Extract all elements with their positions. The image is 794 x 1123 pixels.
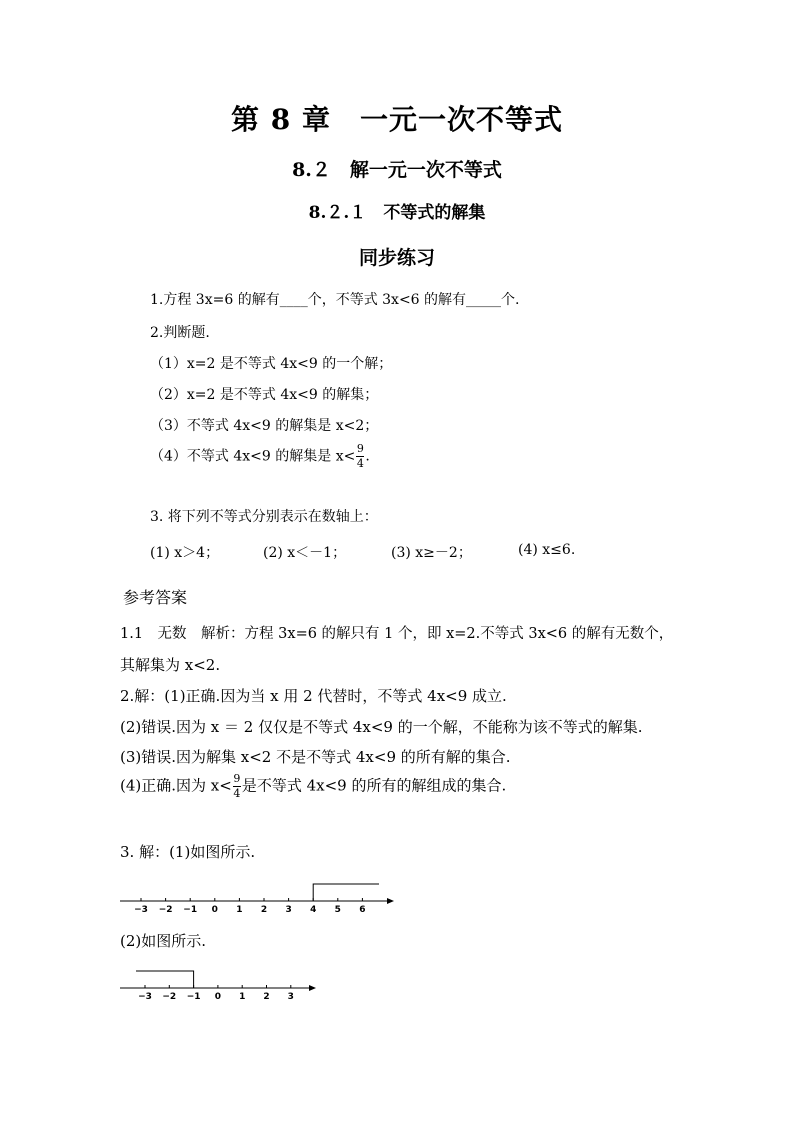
axis-tick-label: 1 bbox=[239, 992, 246, 1002]
question-2-title: 2.判断题. bbox=[150, 325, 210, 341]
axis-tick-label: 6 bbox=[359, 905, 366, 915]
axis-arrow bbox=[309, 985, 316, 991]
axis-tick-label: 5 bbox=[334, 905, 341, 915]
answer-3-item-1: 3. 解：(1)如图所示. bbox=[120, 843, 256, 861]
axis-tick-label: 0 bbox=[214, 992, 222, 1002]
axis-tick-label: −3 bbox=[138, 992, 152, 1002]
question-2-item-2: （2）x=2 是不等式 4x<9 的解集； bbox=[150, 387, 379, 403]
question-2-item-4-end: . bbox=[365, 448, 370, 465]
number-line-2-group bbox=[120, 971, 316, 1002]
axis-tick-label: −2 bbox=[158, 905, 173, 915]
question-3-title: 3. 将下列不等式分别表示在数轴上： bbox=[150, 509, 378, 525]
answer-2-item-3: (3)错误.因为解集 x<2 不是不等式 4x<9 的所有解的集合. bbox=[120, 748, 511, 766]
axis-tick-label: 1 bbox=[236, 905, 243, 915]
fraction-numerator: 9 bbox=[356, 442, 364, 455]
question-2-item-1: （1）x=2 是不等式 4x<9 的一个解； bbox=[150, 356, 393, 372]
axis-tick-label: −1 bbox=[186, 992, 201, 1002]
question-3-item-3: (3) x≥－2； bbox=[391, 545, 472, 561]
section-title: 8.２ 解一元一次不等式 bbox=[292, 159, 502, 181]
axis-tick-label: 2 bbox=[263, 992, 270, 1002]
answers-title: 参考答案 bbox=[123, 588, 188, 607]
chapter-title: 第 8 章 一元一次不等式 bbox=[231, 103, 563, 136]
axis-tick-label: 3 bbox=[287, 992, 294, 1002]
axis-tick-label: 3 bbox=[285, 905, 292, 915]
fraction-denominator: 4 bbox=[233, 787, 241, 800]
answer-2-item-1: 2.解：(1)正确.因为当 x 用 2 代替时，不等式 4x<9 成立. bbox=[120, 687, 507, 705]
question-1: 1.方程 3x=6 的解有____个，不等式 3x<6 的解有_____个. bbox=[150, 292, 520, 308]
exercise-title: 同步练习 bbox=[358, 247, 435, 269]
question-2-item-4-text: （4）不等式 4x<9 的解集是 x< bbox=[150, 448, 356, 465]
answer-1-line-2: 其解集为 x<2. bbox=[120, 656, 221, 674]
answer-2-item-4-text: (4)正确.因为 x< bbox=[120, 776, 232, 795]
solution-bracket bbox=[313, 884, 379, 901]
answer-2-item-2: (2)错误.因为 x ＝ 2 仅仅是不等式 4x<9 的一个解，不能称为该不等式的解集. bbox=[120, 718, 643, 736]
number-line-1-group bbox=[120, 884, 394, 915]
axis-tick-label: −1 bbox=[183, 905, 198, 915]
question-3-item-2: (2) x＜－1； bbox=[263, 545, 347, 561]
axis-tick-label: 2 bbox=[260, 905, 268, 915]
question-2-item-3: （3）不等式 4x<9 的解集是 x<2； bbox=[150, 418, 379, 434]
question-3-item-1: (1) x＞4； bbox=[150, 545, 220, 561]
axis-tick-label: 4 bbox=[310, 905, 317, 915]
axis-tick-label: 0 bbox=[211, 905, 218, 915]
axis-tick-label: −3 bbox=[134, 905, 148, 915]
fraction-denominator: 4 bbox=[356, 457, 364, 470]
subsection-title: 8.２.１ 不等式的解集 bbox=[308, 203, 486, 223]
answer-1-line-1: 1.1 无数 解析：方程 3x=6 的解只有 1 个，即 x=2.不等式 3x<6 的解有无数个， bbox=[120, 626, 674, 642]
fraction-numerator: 9 bbox=[233, 772, 241, 785]
question-3-item-4: (4) x≤6. bbox=[518, 542, 576, 558]
answer-3-item-2: (2)如图所示. bbox=[120, 932, 207, 950]
answer-2-item-4-end: 是不等式 4x<9 的所有的解组成的集合. bbox=[241, 776, 507, 795]
axis-arrow bbox=[387, 898, 394, 904]
axis-tick-label: −2 bbox=[162, 992, 177, 1002]
